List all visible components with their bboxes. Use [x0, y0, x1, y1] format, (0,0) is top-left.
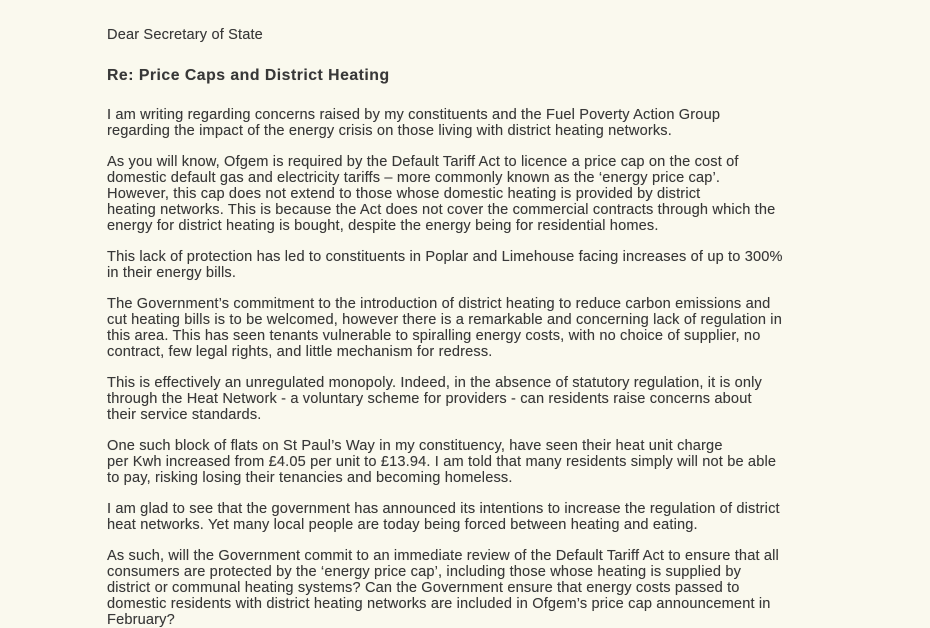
paragraph-unregulated-monopoly [107, 375, 783, 423]
letter-line: The Government’s commitment to the introduction of district heating to reduce carbon emissions and [107, 296, 771, 312]
letter-line: contract, few legal rights, and little mechanism for redress. [107, 344, 493, 360]
paragraph-heating-and-eating [107, 501, 783, 533]
letter-line: I am glad to see that the government has announced its intentions to increase the regulation of district [107, 501, 780, 517]
letter-line: This is effectively an unregulated monopoly. Indeed, in the absence of statutory regulation, it is only [107, 375, 762, 391]
letter-line: cut heating bills is to be welcomed, however there is a remarkable and concerning lack of regulation in [107, 312, 782, 328]
letter-line: domestic residents with district heating networks are included in Ofgem’s price cap announcement in [107, 596, 771, 612]
letter-line: I am writing regarding concerns raised by my constituents and the Fuel Poverty Action Group [107, 107, 721, 123]
letter-line: regarding the impact of the energy crisis on those living with district heating networks. [107, 123, 672, 139]
letter-line: per Kwh increased from £4.05 per unit to £13.94. I am told that many residents simply will not be able [107, 454, 777, 470]
salutation: Dear Secretary of State [107, 27, 263, 43]
paragraph-constituents-increases [107, 249, 783, 281]
subject-line: Re: Price Caps and District Heating [107, 67, 390, 84]
letter-line: This lack of protection has led to constituents in Poplar and Limehouse facing increases of up to 300% [107, 249, 783, 265]
paragraph-intro [107, 107, 783, 139]
letter-line: through the Heat Network - a voluntary scheme for providers - can residents raise concerns about [107, 391, 752, 407]
paragraph-government-commitment [107, 296, 783, 360]
letter-line: consumers are protected by the ‘energy price cap’, including those whose heating is supplied by [107, 564, 742, 580]
letter-line: in their energy bills. [107, 265, 237, 281]
letter-line: However, this cap does not extend to those whose domestic heating is provided by district [107, 186, 701, 202]
letter-line: to pay, risking losing their tenancies and becoming homeless. [107, 470, 513, 486]
letter-line: heating networks. This is because the Act does not cover the commercial contracts through which the [107, 202, 776, 218]
paragraph-closing-questions [107, 548, 783, 628]
letter-line: this area. This has seen tenants vulnerable to spiralling energy costs, with no choice of supplier, no [107, 328, 761, 344]
letter-line: As you will know, Ofgem is required by the Default Tariff Act to licence a price cap on the cost of [107, 154, 739, 170]
letter-body [107, 27, 783, 628]
paragraph-ofgem-price-cap [107, 154, 783, 234]
letter-line: their service standards. [107, 407, 262, 423]
letter-line: February? [107, 612, 175, 628]
letter-line: energy for district heating is bought, despite the energy being for residential homes. [107, 218, 659, 234]
letter-line: domestic default gas and electricity tariffs – more commonly known as the ‘energy price cap’. [107, 170, 721, 186]
letter-line: heat networks. Yet many local people are today being forced between heating and eating. [107, 517, 698, 533]
letter-line: One such block of flats on St Paul’s Way in my constituency, have seen their heat unit charge [107, 438, 723, 454]
paragraph-st-pauls-way [107, 438, 783, 486]
letter-line: As such, will the Government commit to an immediate review of the Default Tariff Act to ensure that all [107, 548, 779, 564]
letter-line: district or communal heating systems? Can the Government ensure that energy costs passed to [107, 580, 740, 596]
